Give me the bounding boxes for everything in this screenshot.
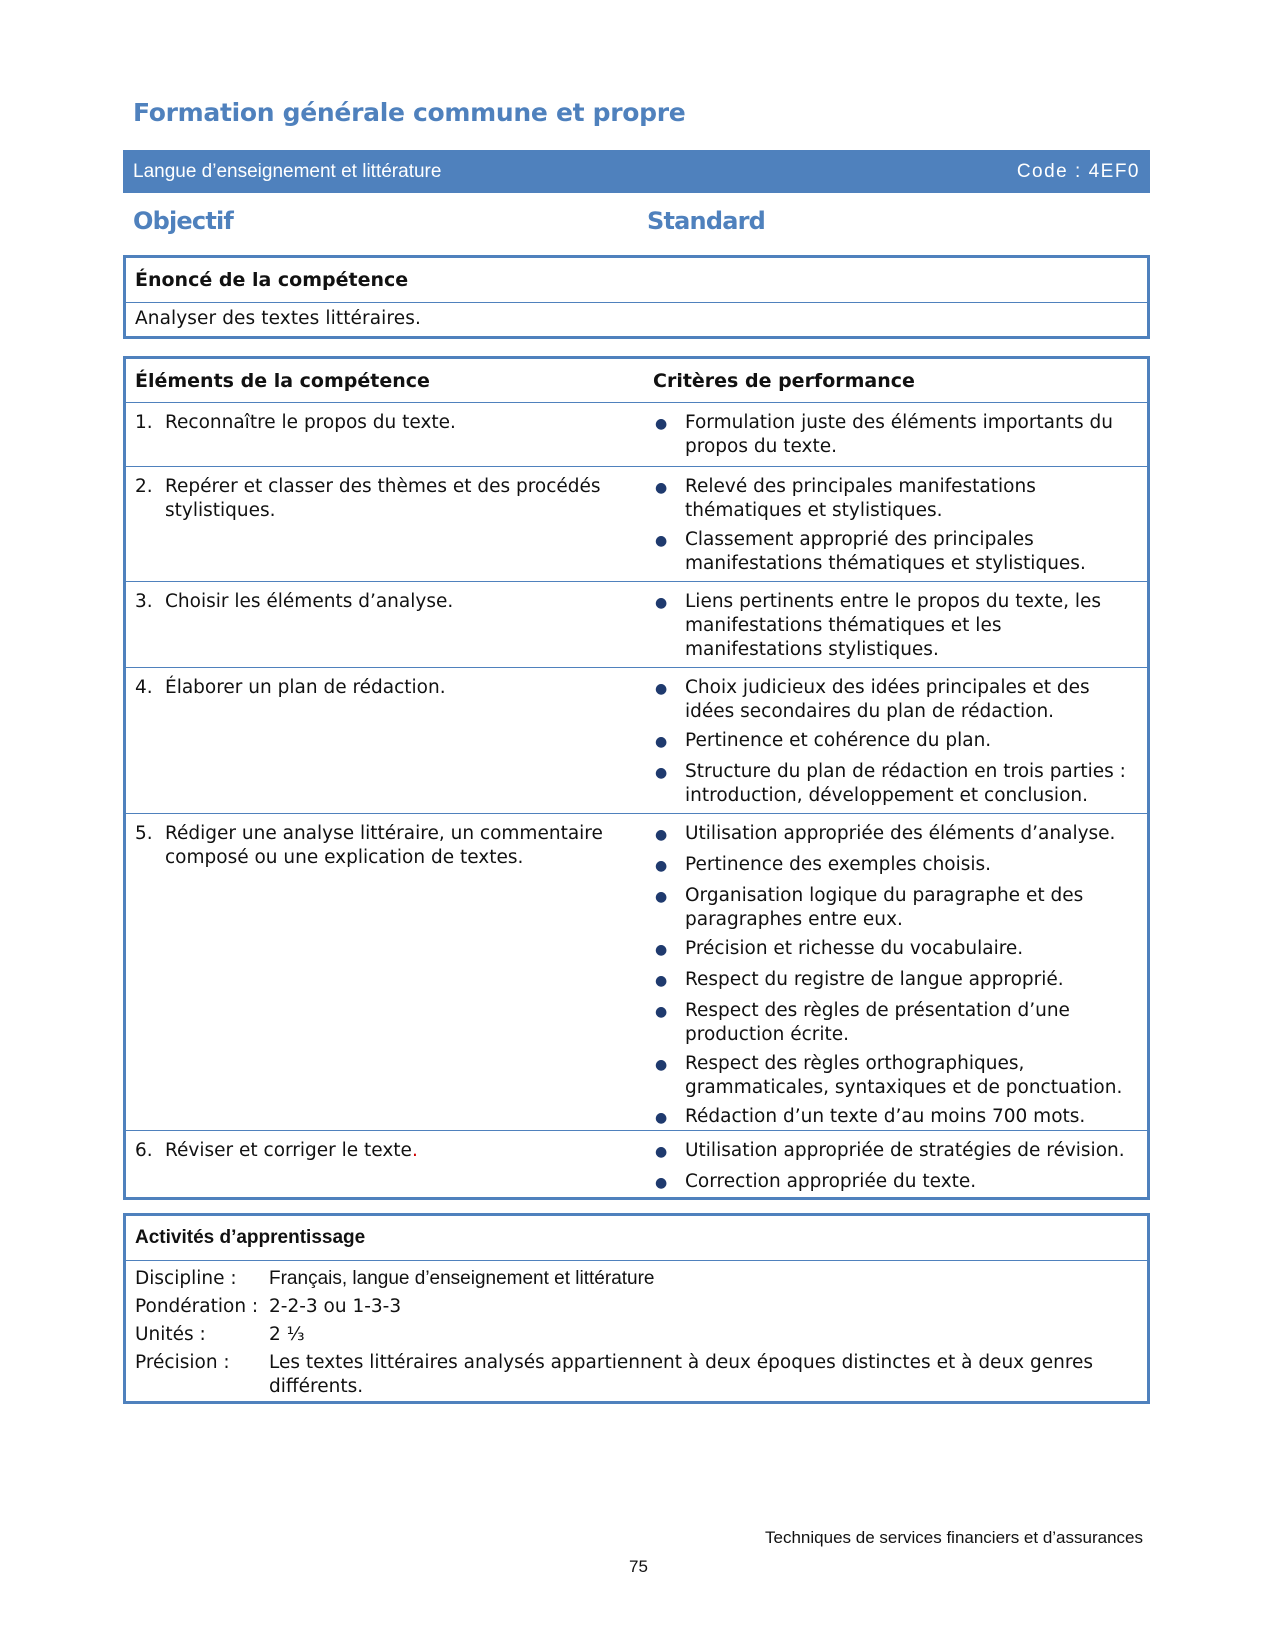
table-row	[126, 403, 1147, 467]
bullet-icon: ●	[655, 1110, 668, 1126]
element-suffix: .	[411, 1140, 418, 1161]
criteria-cell	[640, 467, 1147, 581]
page-number: 75	[629, 1557, 648, 1576]
element-number: 1.	[135, 412, 153, 433]
footer-program-name: Techniques de services financiers et d’assurances	[765, 1528, 1143, 1547]
element-cell	[126, 582, 640, 667]
bullet-icon: ●	[655, 1175, 668, 1191]
activity-detail-row	[135, 1321, 1138, 1349]
element-label: Choisir les éléments d’analyse.	[165, 591, 454, 612]
course-code: Code : 4EF0	[1016, 161, 1140, 182]
criteria-list	[653, 676, 1138, 808]
objectif-heading: Objectif	[133, 207, 234, 235]
detail-label: Discipline :	[135, 1268, 237, 1289]
criterion-item	[653, 590, 1138, 662]
criterion-text: Formulation juste des éléments importants du propos du texte.	[685, 412, 1113, 457]
activity-detail-row	[135, 1293, 1138, 1321]
competence-element	[135, 475, 631, 523]
bullet-icon: ●	[655, 1144, 668, 1160]
bullet-icon: ●	[655, 1004, 668, 1020]
criterion-text: Respect des règles de présentation d’une production écrite.	[685, 1000, 1070, 1045]
competence-element	[135, 411, 631, 435]
criteria-cell	[640, 582, 1147, 667]
course-name: Langue d’enseignement et littérature	[133, 161, 442, 182]
activites-box	[123, 1213, 1150, 1404]
criterion-item	[653, 411, 1138, 459]
table-row	[126, 814, 1147, 1131]
criterion-item	[653, 760, 1138, 808]
element-label: Réviser et corriger le texte	[165, 1140, 412, 1161]
elements-column-header: Éléments de la compétence	[135, 369, 430, 392]
detail-value: Français, langue d’enseignement et littérature	[269, 1268, 655, 1289]
criterion-text: Choix judicieux des idées principales et des idées secondaires du plan de rédaction.	[685, 677, 1090, 722]
table-row	[126, 467, 1147, 582]
criterion-item	[653, 475, 1138, 523]
criterion-text: Liens pertinents entre le propos du texte, les manifestations thématiques et les manifestations stylistiques.	[685, 591, 1102, 660]
criterion-item	[653, 884, 1138, 932]
detail-value: 2 ⅓	[269, 1324, 305, 1345]
activites-heading: Activités d’apprentissage	[126, 1216, 1147, 1261]
criterion-item	[653, 937, 1138, 963]
table-row	[126, 668, 1147, 814]
criteria-cell	[640, 814, 1147, 1130]
criterion-text: Utilisation appropriée des éléments d’analyse.	[685, 823, 1116, 844]
element-number: 4.	[135, 677, 153, 698]
criterion-item	[653, 1139, 1138, 1165]
criterion-text: Rédaction d’un texte d’au moins 700 mots.	[685, 1106, 1086, 1127]
bullet-icon: ●	[655, 765, 668, 781]
criterion-text: Structure du plan de rédaction en trois parties : introduction, développement et conclusion.	[685, 761, 1126, 806]
criterion-text: Pertinence des exemples choisis.	[685, 854, 992, 875]
criterion-item	[653, 1170, 1138, 1196]
element-number: 6.	[135, 1140, 153, 1161]
element-cell	[126, 467, 640, 581]
element-number: 5.	[135, 823, 153, 844]
criterion-item	[653, 1052, 1138, 1100]
bullet-icon: ●	[655, 827, 668, 843]
criteria-cell	[640, 403, 1147, 466]
detail-value: 2-2-3 ou 1-3-3	[269, 1296, 402, 1317]
criterion-text: Relevé des principales manifestations thématiques et stylistiques.	[685, 476, 1036, 521]
bullet-icon: ●	[655, 973, 668, 989]
criteria-list	[653, 1139, 1138, 1196]
criterion-text: Respect des règles orthographiques, grammaticales, syntaxiques et de ponctuation.	[685, 1053, 1123, 1098]
detail-label: Pondération :	[135, 1296, 259, 1317]
bullet-icon: ●	[655, 889, 668, 905]
table-header-row	[126, 359, 1147, 403]
criteria-list	[653, 590, 1138, 662]
element-cell	[126, 403, 640, 466]
criterion-item	[653, 676, 1138, 724]
criterion-text: Correction appropriée du texte.	[685, 1171, 977, 1192]
table-row	[126, 582, 1147, 668]
criteria-list	[653, 475, 1138, 576]
criteria-cell	[640, 668, 1147, 813]
element-cell	[126, 668, 640, 813]
element-label: Élaborer un plan de rédaction.	[165, 677, 446, 698]
element-text	[165, 590, 453, 614]
criterion-item	[653, 999, 1138, 1047]
criterion-item	[653, 1105, 1138, 1131]
criterion-item	[653, 528, 1138, 576]
competence-element	[135, 1139, 631, 1163]
bullet-icon: ●	[655, 1057, 668, 1073]
criterion-text: Respect du registre de langue approprié.	[685, 969, 1064, 990]
criterion-text: Précision et richesse du vocabulaire.	[685, 938, 1024, 959]
bullet-icon: ●	[655, 734, 668, 750]
criterion-text: Organisation logique du paragraphe et des paragraphes entre eux.	[685, 885, 1084, 930]
table-row	[126, 1131, 1147, 1197]
detail-label: Unités :	[135, 1324, 206, 1345]
element-text	[165, 676, 446, 700]
criterion-text: Classement approprié des principales manifestations thématiques et stylistiques.	[685, 529, 1086, 574]
competence-table	[123, 356, 1150, 1200]
criteria-list	[653, 822, 1138, 1131]
criterion-item	[653, 822, 1138, 848]
element-number: 2.	[135, 476, 153, 497]
course-banner	[123, 150, 1150, 193]
criterion-text: Utilisation appropriée de stratégies de révision.	[685, 1140, 1125, 1161]
criteria-cell	[640, 1131, 1147, 1197]
element-number: 3.	[135, 591, 153, 612]
element-label: Rédiger une analyse littéraire, un commentaire composé ou une explication de textes.	[165, 823, 603, 868]
criteres-column-header: Critères de performance	[653, 369, 915, 392]
enonce-heading: Énoncé de la compétence	[126, 258, 1147, 303]
competence-element	[135, 590, 631, 614]
standard-heading: Standard	[647, 207, 766, 235]
bullet-icon: ●	[655, 480, 668, 496]
detail-value: Les textes littéraires analysés appartiennent à deux époques distinctes et à deux genres différents.	[269, 1352, 1094, 1397]
activity-detail-row	[135, 1349, 1138, 1399]
bullet-icon: ●	[655, 416, 668, 432]
activity-detail-row	[135, 1265, 1138, 1293]
bullet-icon: ●	[655, 595, 668, 611]
element-label: Repérer et classer des thèmes et des procédés stylistiques.	[165, 476, 601, 521]
enonce-text: Analyser des textes littéraires.	[135, 308, 421, 329]
criterion-item	[653, 853, 1138, 879]
criterion-item	[653, 729, 1138, 755]
element-text	[165, 1139, 418, 1163]
activites-details	[126, 1261, 1147, 1403]
competence-element	[135, 676, 631, 700]
element-label: Reconnaître le propos du texte.	[165, 412, 456, 433]
element-cell	[126, 814, 640, 1130]
detail-label: Précision :	[135, 1352, 230, 1373]
bullet-icon: ●	[655, 942, 668, 958]
criterion-item	[653, 968, 1138, 994]
element-text	[165, 411, 456, 435]
element-cell	[126, 1131, 640, 1197]
bullet-icon: ●	[655, 858, 668, 874]
criterion-text: Pertinence et cohérence du plan.	[685, 730, 992, 751]
element-text	[165, 822, 631, 870]
criteria-list	[653, 411, 1138, 459]
element-text	[165, 475, 631, 523]
bullet-icon: ●	[655, 681, 668, 697]
page-title: Formation générale commune et propre	[133, 98, 686, 127]
competence-element	[135, 822, 631, 870]
enonce-box	[123, 255, 1150, 339]
bullet-icon: ●	[655, 533, 668, 549]
